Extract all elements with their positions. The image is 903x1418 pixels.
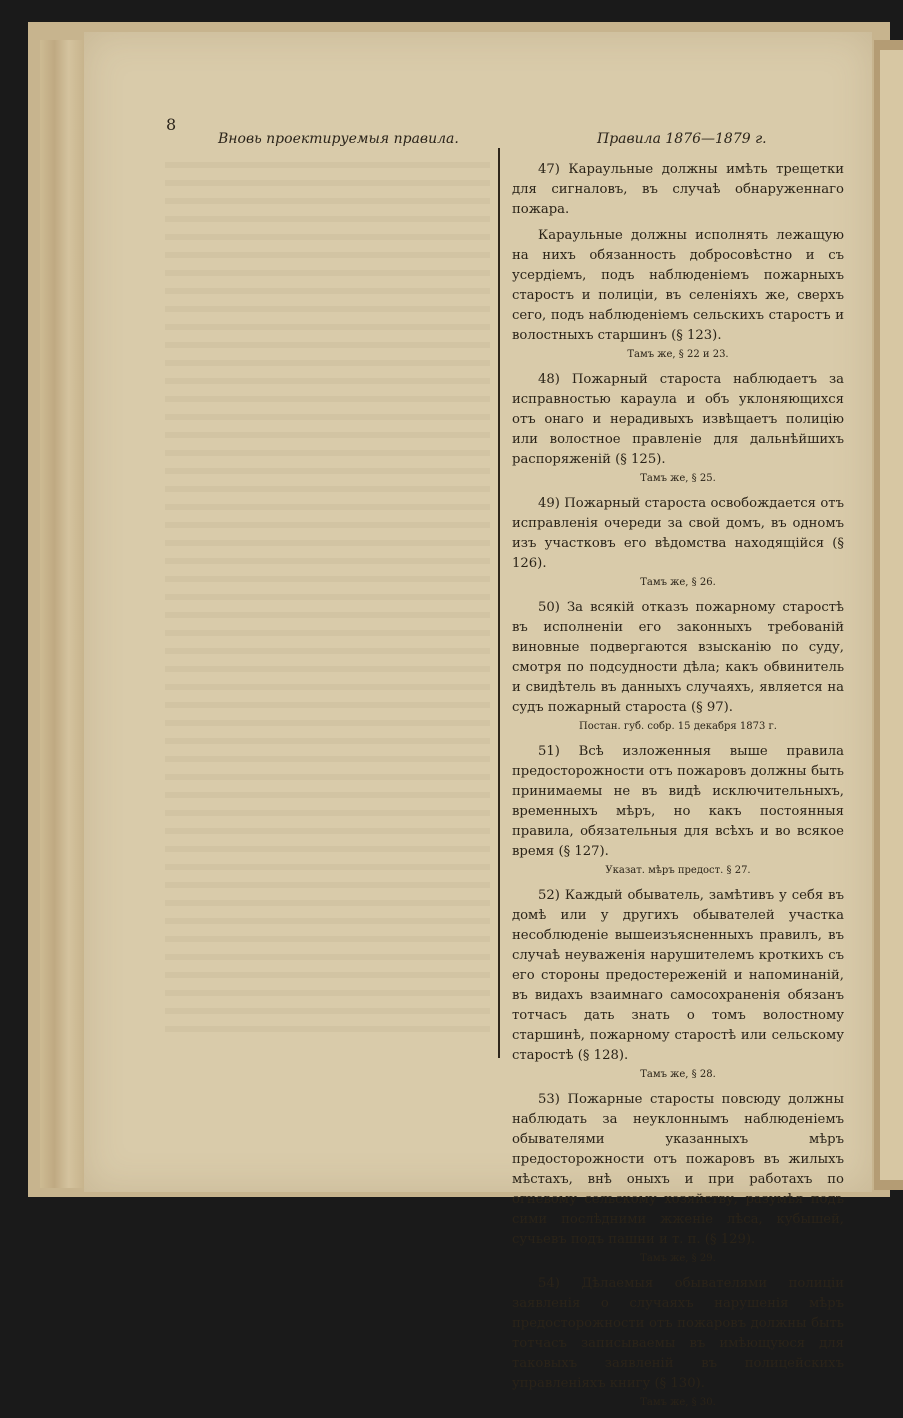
article-paragraph: 53) Пожарные старосты повсюду должны наблюдать за неуклоннымъ наблюденіемъ обывателями указанныхъ мѣръ предосторожности отъ пожаровъ въ жилыхъ мѣстахъ, внѣ оныхъ и при работахъ по огневому сельскому хозяйству, разумѣя подъ сими послѣдними жженіе лѣса, кубышей, сучьевъ подъ пашни и т. п. (§ 129).: [512, 1092, 844, 1247]
source-note: Тамъ же, § 29.: [640, 1253, 716, 1264]
column-divider: [498, 148, 500, 1058]
article-paragraph: 51) Всѣ изложенныя выше правила предосторожности отъ пожаровъ должны быть принимаемы не въ видѣ исключительныхъ, временныхъ мѣръ, но какъ постоянныя правила, обязательныя для всѣхъ и во всякое время (§ 127).: [512, 744, 844, 859]
source-note: Указат. мѣръ предост. § 27.: [605, 865, 751, 876]
source-note: Постан. губ. собр. 15 декабря 1873 г.: [579, 721, 777, 732]
article-paragraph: 50) За всякій отказъ пожарному старостѣ въ исполненіи его законныхъ требованій виновные подвергаются взысканію по суду, смотря по подсудности дѣла; какъ обвинитель и свидѣтель въ данныхъ случаяхъ, является на судъ пожарный староста (§ 97).: [512, 600, 844, 715]
article-paragraph: 47) Караульные должны имѣть трещетки для сигналовъ, въ случаѣ обнаруженнаго пожара.: [512, 162, 844, 217]
article-47: [512, 160, 844, 362]
source-note: Тамъ же, § 22 и 23.: [627, 349, 729, 360]
source-note: Тамъ же, § 25.: [640, 473, 716, 484]
source-note: Тамъ же, § 26.: [640, 577, 716, 588]
page-number: 8: [166, 115, 177, 134]
source-note: Тамъ же, § 30.: [640, 1397, 716, 1408]
article-53: [512, 1090, 844, 1266]
source-note: Тамъ же, § 28.: [640, 1069, 716, 1080]
article-48: [512, 370, 844, 486]
right-column: [512, 160, 844, 1418]
article-52: [512, 886, 844, 1082]
article-49: [512, 494, 844, 590]
bleed-through-text: [165, 150, 490, 1040]
article-paragraph: Караульные должны исполнять лежащую на нихъ обязанность добросовѣстно и съ усердіемъ, подъ наблюденіемъ пожарныхъ старостъ и полиціи, въ селеніяхъ же, сверхъ сего, подъ наблюденіемъ сельскихъ старостъ и волостныхъ старшинъ (§ 123).: [512, 228, 844, 343]
article-54: [512, 1274, 844, 1410]
article-paragraph: 49) Пожарный староста освобождается отъ исправленія очереди за свой домъ, въ одномъ изъ участковъ его вѣдомства находящійся (§ 126).: [512, 496, 844, 571]
article-paragraph: 54) Дѣлаемыя обывателями полиціи заявленія о случаяхъ нарушенія мѣръ предосторожности отъ пожаровъ должны быть тотчасъ записываемы въ имѣющуюся для таковыхъ заявленій въ полицейскихъ управленіяхъ книгу (§ 130).: [512, 1276, 844, 1391]
header-right: Правила 1876—1879 г.: [597, 131, 767, 147]
article-51: [512, 742, 844, 878]
page-stack-edge: [40, 40, 88, 1188]
header-left: Вновь проектируемыя правила.: [218, 131, 459, 147]
next-page-surface: [880, 50, 903, 1180]
article-paragraph: 48) Пожарный староста наблюдаетъ за исправностью караула и объ уклоняющихся отъ онаго и нерадивыхъ извѣщаетъ полицію или волостное правленіе для дальнѣйшихъ распоряженій (§ 125).: [512, 372, 844, 467]
next-page-edge: [874, 40, 903, 1190]
article-paragraph: 52) Каждый обыватель, замѣтивъ у себя въ домѣ или у другихъ обывателей участка несоблюденіе вышеизъясненныхъ правилъ, въ случаѣ неуваженія нарушителемъ кроткихъ съ его стороны предостереженій и напоминаній, въ видахъ взаимнаго самосохраненія обязанъ тотчасъ дать знать о томъ волостному старшинѣ, пожарному старостѣ или сельскому старостѣ (§ 128).: [512, 888, 844, 1063]
article-50: [512, 598, 844, 734]
